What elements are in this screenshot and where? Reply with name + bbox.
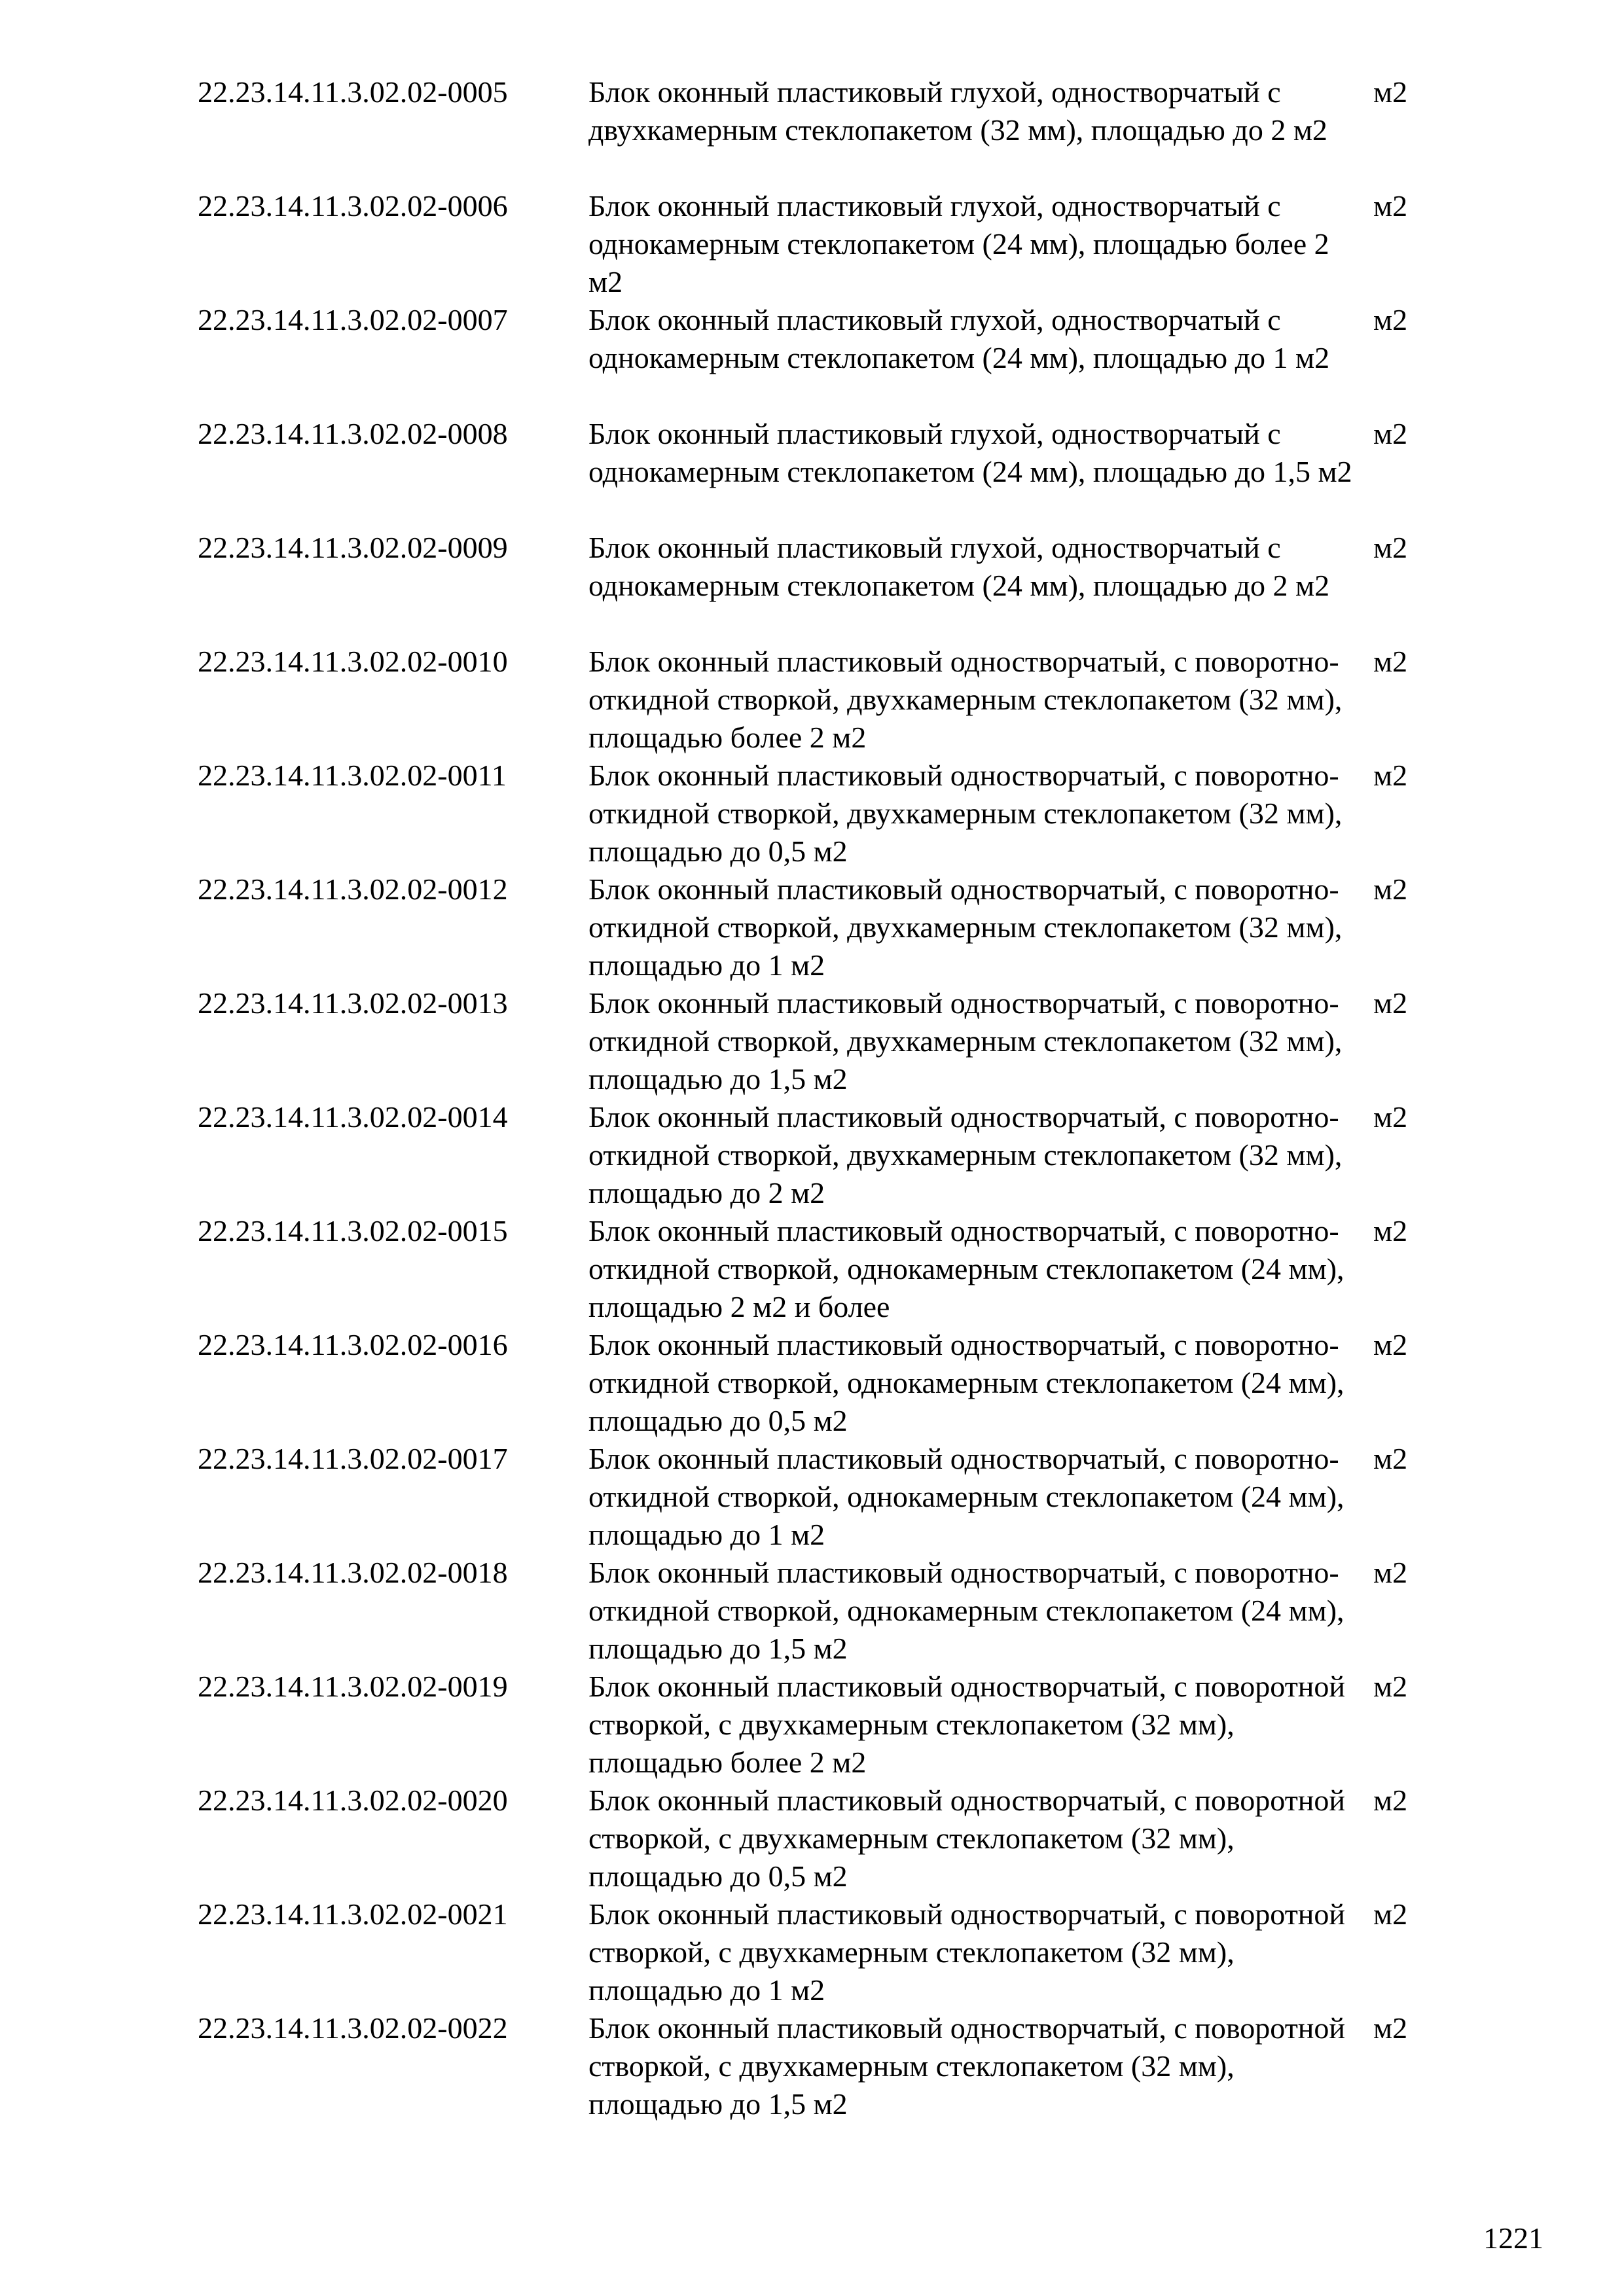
resource-unit: м2 bbox=[1373, 1670, 1408, 1703]
resource-name: Блок оконный пластиковый одностворчатый, с поворотно-откидной створкой, однокамерным стеклопакетом (24 мм), площадью до 1,5 м2 bbox=[588, 1556, 1344, 1665]
resource-unit: м2 bbox=[1373, 1442, 1408, 1475]
table-row bbox=[198, 301, 1441, 415]
resource-unit: м2 bbox=[1373, 303, 1408, 336]
resource-unit: м2 bbox=[1373, 872, 1408, 906]
table-row bbox=[198, 529, 1441, 643]
table-row bbox=[198, 415, 1441, 529]
table-row bbox=[198, 1554, 1441, 1668]
table-row bbox=[198, 1782, 1441, 1895]
resource-name: Блок оконный пластиковый одностворчатый, с поворотной створкой, с двухкамерным стеклопакетом (32 мм), площадью более 2 м2 bbox=[588, 1670, 1346, 1779]
resource-name: Блок оконный пластиковый одностворчатый, с поворотно-откидной створкой, двухкамерным стеклопакетом (32 мм), площадью более 2 м2 bbox=[588, 645, 1343, 754]
resource-name: Блок оконный пластиковый глухой, одностворчатый с однокамерным стеклопакетом (24 мм), площадью до 1 м2 bbox=[588, 303, 1330, 374]
resource-name: Блок оконный пластиковый глухой, одностворчатый с двухкамерным стеклопакетом (32 мм), площадью до 2 м2 bbox=[588, 75, 1327, 147]
resource-code: 22.23.14.11.3.02.02-0005 bbox=[198, 75, 508, 109]
resource-unit: м2 bbox=[1373, 417, 1408, 450]
resource-code: 22.23.14.11.3.02.02-0008 bbox=[198, 417, 508, 450]
table-row bbox=[198, 1212, 1441, 1326]
resource-code: 22.23.14.11.3.02.02-0019 bbox=[198, 1670, 508, 1703]
resource-code: 22.23.14.11.3.02.02-0012 bbox=[198, 872, 508, 906]
resource-code: 22.23.14.11.3.02.02-0009 bbox=[198, 531, 508, 564]
resource-unit: м2 bbox=[1373, 531, 1408, 564]
page-number: 1221 bbox=[1483, 2221, 1543, 2255]
resource-table bbox=[198, 73, 1441, 2123]
resource-code: 22.23.14.11.3.02.02-0016 bbox=[198, 1328, 508, 1361]
table-row bbox=[198, 1326, 1441, 1440]
resource-code: 22.23.14.11.3.02.02-0017 bbox=[198, 1442, 508, 1475]
resource-name: Блок оконный пластиковый одностворчатый, с поворотной створкой, с двухкамерным стеклопакетом (32 мм), площадью до 1,5 м2 bbox=[588, 2011, 1346, 2121]
resource-name: Блок оконный пластиковый одностворчатый, с поворотно-откидной створкой, двухкамерным стеклопакетом (32 мм), площадью до 0,5 м2 bbox=[588, 759, 1343, 868]
resource-code: 22.23.14.11.3.02.02-0020 bbox=[198, 1784, 508, 1817]
resource-unit: м2 bbox=[1373, 1784, 1408, 1817]
resource-name: Блок оконный пластиковый глухой, одностворчатый с однокамерным стеклопакетом (24 мм), площадью более 2 м2 bbox=[588, 189, 1329, 298]
resource-code: 22.23.14.11.3.02.02-0006 bbox=[198, 189, 508, 223]
table-row bbox=[198, 1440, 1441, 1554]
resource-name: Блок оконный пластиковый глухой, одностворчатый с однокамерным стеклопакетом (24 мм), площадью до 1,5 м2 bbox=[588, 417, 1352, 488]
resource-unit: м2 bbox=[1373, 1214, 1408, 1247]
table-row bbox=[198, 1895, 1441, 2009]
resource-name: Блок оконный пластиковый одностворчатый, с поворотно-откидной створкой, однокамерным стеклопакетом (24 мм), площадью до 1 м2 bbox=[588, 1442, 1344, 1551]
table-row bbox=[198, 757, 1441, 870]
resource-code: 22.23.14.11.3.02.02-0018 bbox=[198, 1556, 508, 1589]
resource-unit: м2 bbox=[1373, 1100, 1408, 1134]
resource-unit: м2 bbox=[1373, 1328, 1408, 1361]
table-row bbox=[198, 187, 1441, 301]
resource-name: Блок оконный пластиковый одностворчатый, с поворотно-откидной створкой, двухкамерным стеклопакетом (32 мм), площадью до 2 м2 bbox=[588, 1100, 1343, 1210]
resource-code: 22.23.14.11.3.02.02-0011 bbox=[198, 759, 507, 792]
table-row bbox=[198, 1668, 1441, 1782]
resource-unit: м2 bbox=[1373, 2011, 1408, 2045]
table-row bbox=[198, 870, 1441, 984]
table-row bbox=[198, 643, 1441, 757]
resource-name: Блок оконный пластиковый глухой, одностворчатый с однокамерным стеклопакетом (24 мм), площадью до 2 м2 bbox=[588, 531, 1330, 602]
resource-code: 22.23.14.11.3.02.02-0013 bbox=[198, 986, 508, 1020]
resource-name: Блок оконный пластиковый одностворчатый, с поворотной створкой, с двухкамерным стеклопакетом (32 мм), площадью до 1 м2 bbox=[588, 1897, 1346, 2007]
table-row bbox=[198, 1098, 1441, 1212]
resource-name: Блок оконный пластиковый одностворчатый, с поворотно-откидной створкой, однокамерным стеклопакетом (24 мм), площадью до 0,5 м2 bbox=[588, 1328, 1344, 1437]
resource-code: 22.23.14.11.3.02.02-0022 bbox=[198, 2011, 508, 2045]
resource-code: 22.23.14.11.3.02.02-0021 bbox=[198, 1897, 508, 1931]
resource-code: 22.23.14.11.3.02.02-0015 bbox=[198, 1214, 508, 1247]
resource-name: Блок оконный пластиковый одностворчатый, с поворотно-откидной створкой, двухкамерным стеклопакетом (32 мм), площадью до 1 м2 bbox=[588, 872, 1343, 982]
table-row bbox=[198, 984, 1441, 1098]
resource-name: Блок оконный пластиковый одностворчатый, с поворотно-откидной створкой, однокамерным стеклопакетом (24 мм), площадью 2 м2 и более bbox=[588, 1214, 1344, 1323]
resource-code: 22.23.14.11.3.02.02-0007 bbox=[198, 303, 508, 336]
resource-code: 22.23.14.11.3.02.02-0010 bbox=[198, 645, 508, 678]
resource-name: Блок оконный пластиковый одностворчатый, с поворотной створкой, с двухкамерным стеклопакетом (32 мм), площадью до 0,5 м2 bbox=[588, 1784, 1346, 1893]
resource-unit: м2 bbox=[1373, 1897, 1408, 1931]
resource-code: 22.23.14.11.3.02.02-0014 bbox=[198, 1100, 508, 1134]
table-row bbox=[198, 2009, 1441, 2123]
resource-unit: м2 bbox=[1373, 759, 1408, 792]
resource-unit: м2 bbox=[1373, 1556, 1408, 1589]
table-row bbox=[198, 73, 1441, 187]
resource-name: Блок оконный пластиковый одностворчатый, с поворотно-откидной створкой, двухкамерным стеклопакетом (32 мм), площадью до 1,5 м2 bbox=[588, 986, 1343, 1096]
resource-unit: м2 bbox=[1373, 986, 1408, 1020]
resource-unit: м2 bbox=[1373, 645, 1408, 678]
resource-unit: м2 bbox=[1373, 189, 1408, 223]
resource-unit: м2 bbox=[1373, 75, 1408, 109]
